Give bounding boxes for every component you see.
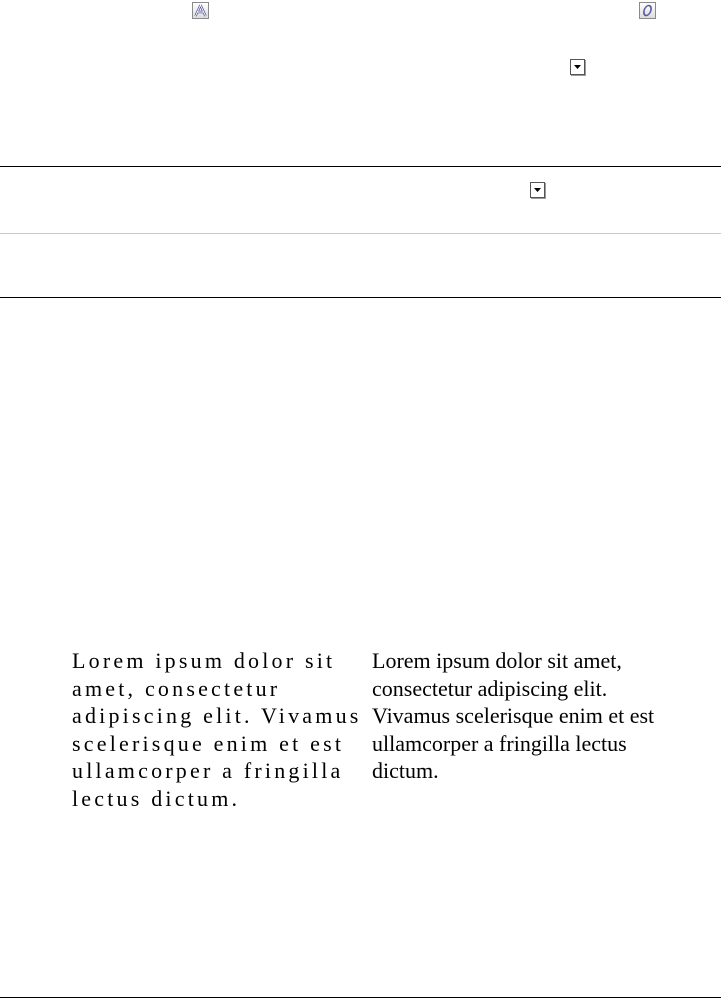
dropdown-button-top[interactable] (570, 59, 585, 75)
divider-bottom (0, 997, 721, 998)
normal-paragraph: Lorem ipsum dolor sit amet, consectetur adipiscing elit. Vivamus scelerisque enim et est ullamcorper a fringilla lectus dictum. (372, 648, 655, 783)
outline-a-icon[interactable] (192, 2, 209, 19)
italic-o-glyph (641, 4, 654, 17)
triangle-down-icon (574, 65, 581, 69)
outline-a-glyph (194, 4, 207, 17)
letter-spaced-paragraph: Lorem ipsum dolor sit amet, consectetur adipiscing elit. Vivamus scelerisque enim et est ullamcorper a fringilla lectus dictum. (72, 648, 362, 811)
divider-1 (0, 166, 721, 167)
triangle-down-icon (534, 188, 541, 192)
dropdown-button-middle[interactable] (530, 182, 545, 198)
italic-o-icon[interactable] (639, 2, 656, 19)
divider-2 (0, 233, 721, 234)
divider-3 (0, 297, 721, 298)
